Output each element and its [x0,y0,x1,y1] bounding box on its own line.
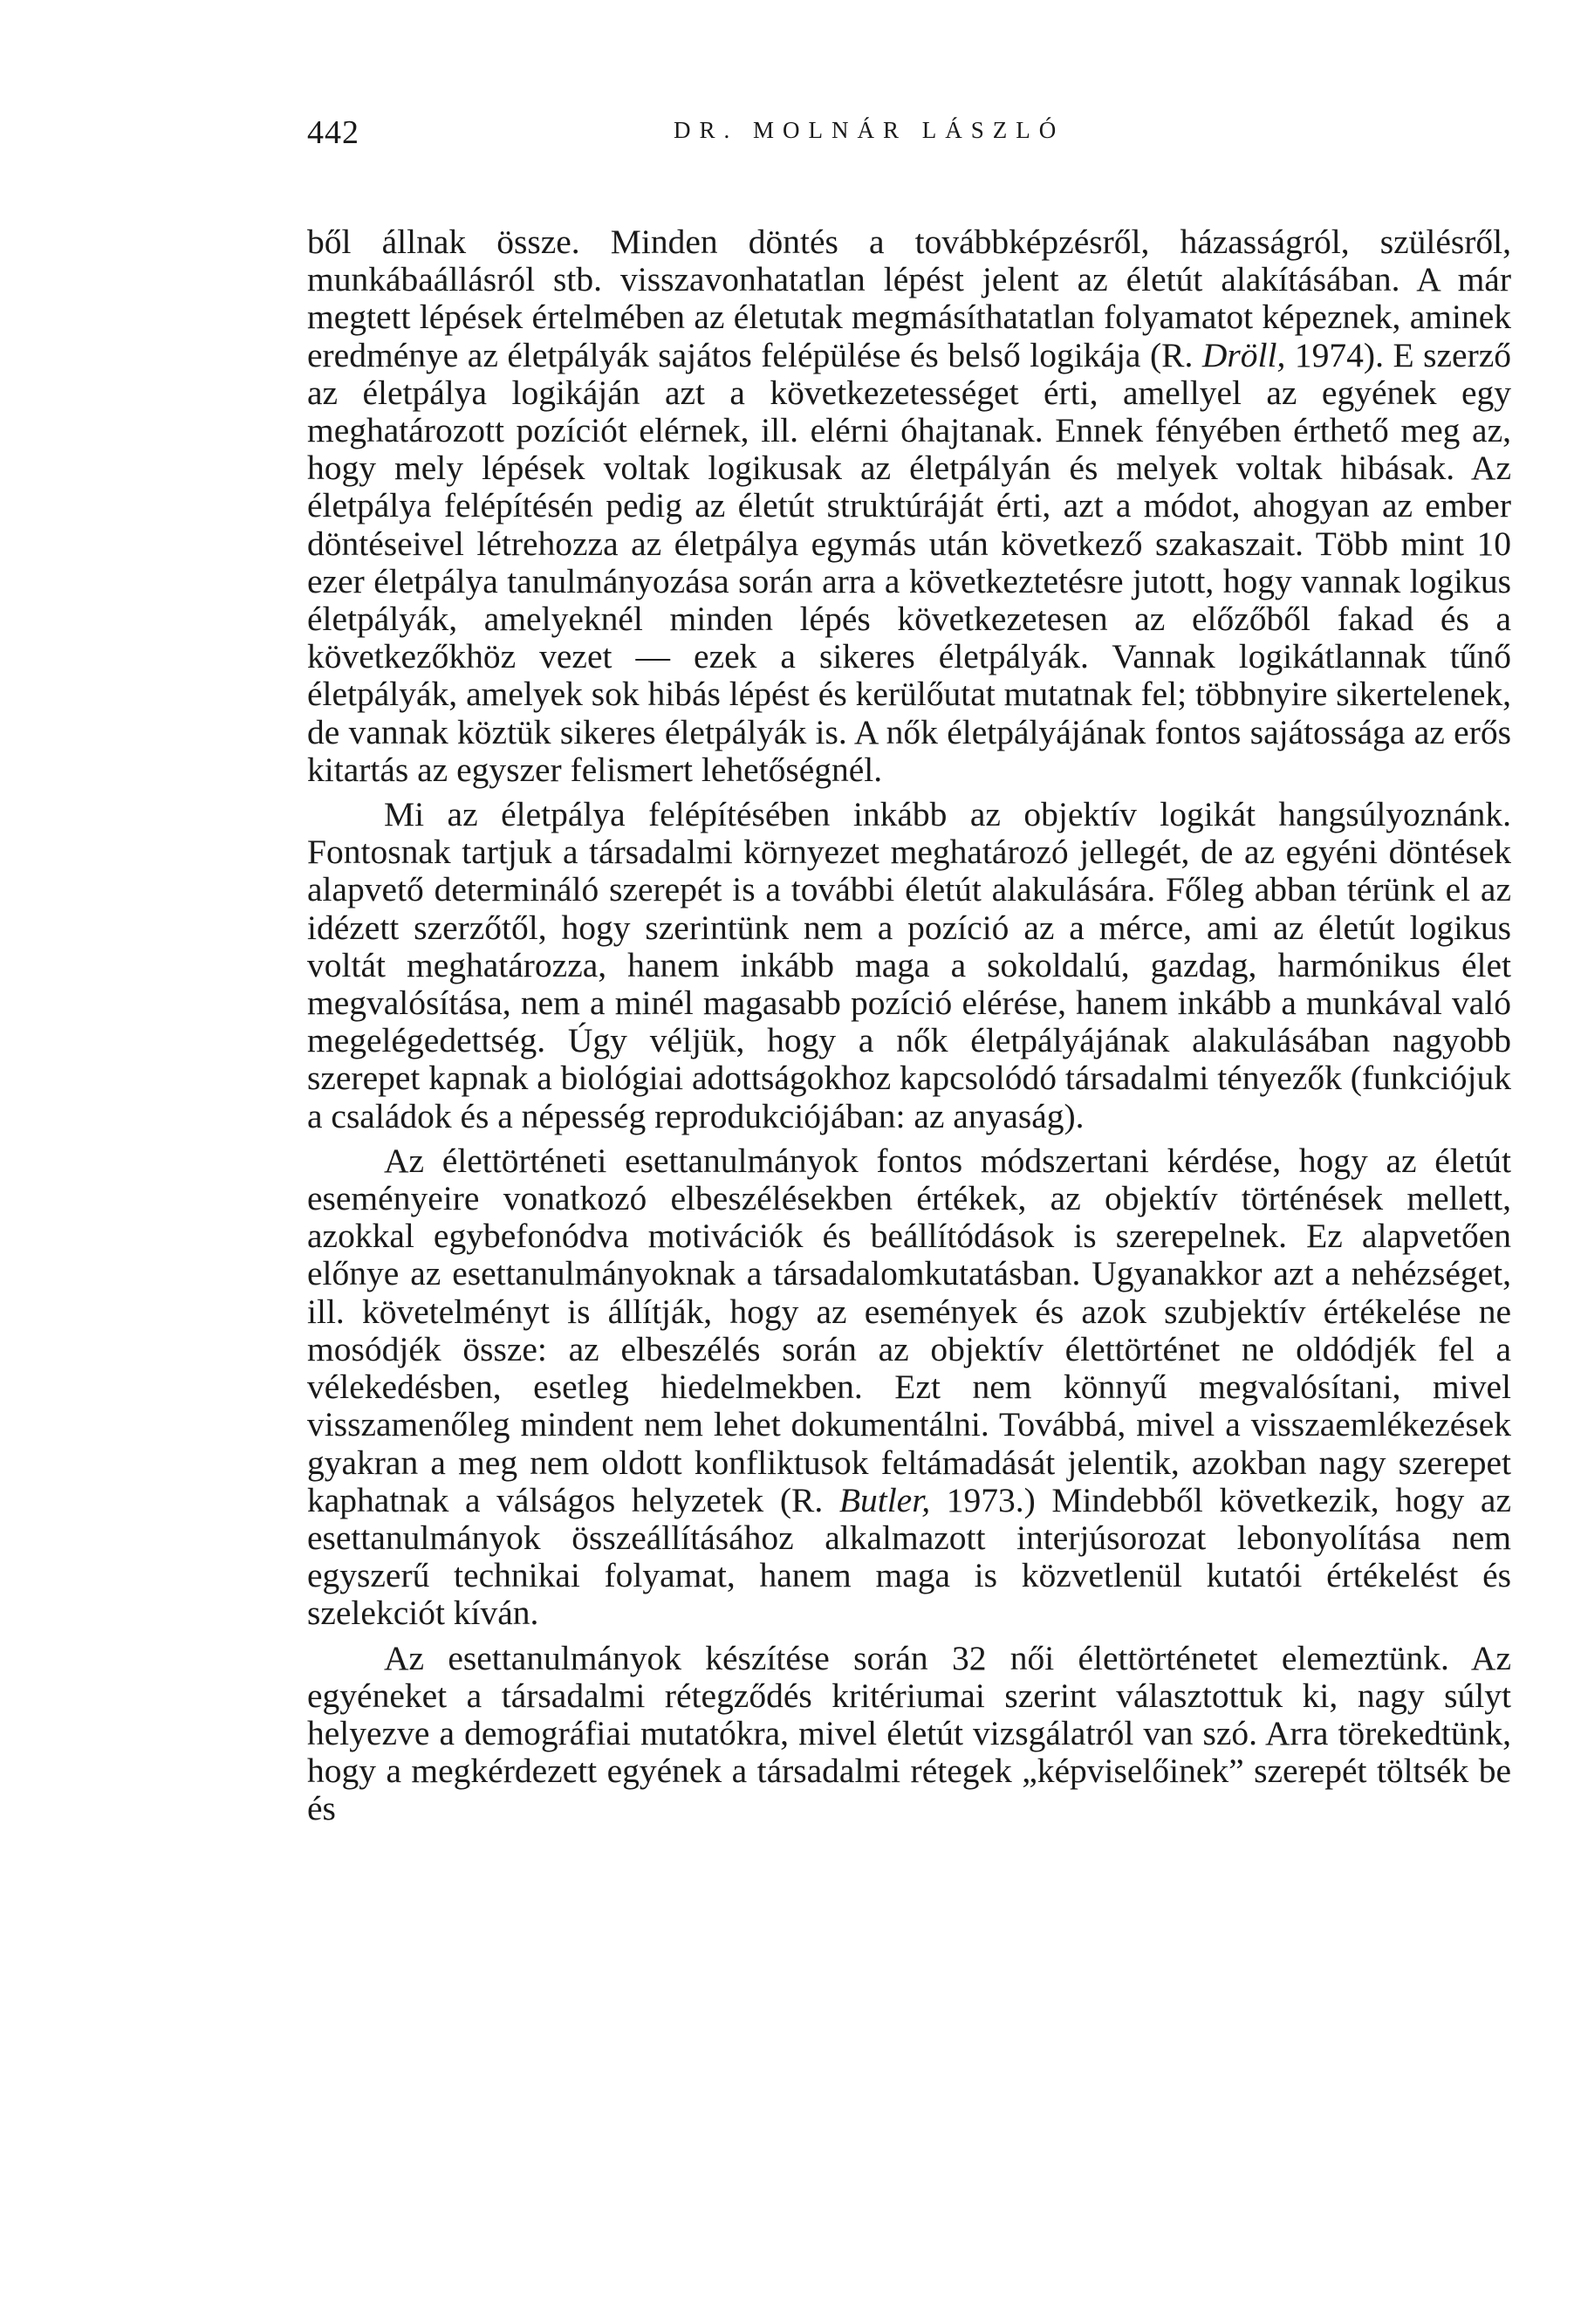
body-text [307,223,1511,1835]
paragraph [307,1142,1511,1633]
paragraph [307,1640,1511,1828]
text-run: 1974). E szerző az életpálya logikáján azt a következetességet érti, amellyel az egyének egy meghatározott pozíciót elérnek, ill. elérni óhajtanak. Ennek fényében érthető meg az, hogy mely lépések voltak logikusak az életpályán és melyek voltak hibásak. Az életpálya felépítésén pedig az életút struktúráját érti, azt a módot, ahogyan az ember döntéseivel létrehozza az életpálya egymás után következő szakaszait. Több mint 10 ezer életpálya tanulmányozása során arra a következtetésre jutott, hogy vannak logikus életpályák, amelyeknél minden lépés következetesen az előzőből fakad és a következőkhöz vezet — ezek a sikeres életpályák. Vannak logikátlannak tűnő életpályák, amelyek sok hibás lépést és kerülőutat mutatnak fel; többnyire sikertelenek, de vannak köztük sikeres életpályák is. A nők életpályájának fontos sajátossága az erős kitartás az egyszer felismert lehetőségnél. [307,335,1512,789]
running-head [307,113,1511,166]
text-run: 1973.) Mindebből következik, hogy az esettanulmányok összeállításához alkalmazott interjúsorozat lebonyolítása nem egyszerű technikai folyamat, hanem maga is közvetlenül kutatói értékelést és szelekciót kíván. [307,1480,1511,1633]
author-citation: Dröll, [1201,335,1286,374]
paragraph [307,796,1511,1135]
paragraph [307,223,1511,789]
text-run: Mi az életpálya felépítésében inkább az objektív logikát hangsúlyoznánk. Fontosnak tartjuk a társadalmi környezet meghatározó jellegét, de az egyéni döntések alapvető determináló szerepét is a további életút alakulására. Főleg abban térünk el az idézett szerzőtől, hogy szerintünk nem a pozíció az a mérce, ami az életút logikus voltát meghatározza, hanem inkább maga a sokoldalú, gazdag, harmónikus élet megvalósítása, nem a minél magasabb pozíció elérése, hanem inkább a munkával való megelégedettség. Úgy véljük, hogy a nők életpályájának alakulásában nagyobb szerepet kapnak a biológiai adottságokhoz kapcsolódó társadalmi tényezők (funkciójuk a családok és a népesség reprodukciójában: az anyaság). [307,795,1511,1135]
running-title: DR. MOLNÁR LÁSZLÓ [674,117,1065,143]
text-run: Az esettanulmányok készítése során 32 női élettörténetet elemeztünk. Az egyéneket a társadalmi rétegződés kritériumai szerint választottuk ki, nagy súlyt helyezve a demográfiai mutatókra, mivel életút vizsgálatról van szó. Arra törekedtünk, hogy a megkérdezett egyének a társadalmi rétegek „képviselőinek” szerepét töltsék be és [307,1638,1511,1828]
text-run: ből állnak össze. Minden döntés a továbbképzésről, házasságról, szülésről, munkábaállásról stb. visszavonhatatlan lépést jelent az életút alakításában. A már megtett lépések értelmében az életutak megmásíthatatlan folyamatot képeznek, aminek eredménye az életpályák sajátos felépülése és belső logikája (R. [307,223,1511,374]
author-citation: Butler, [838,1480,931,1519]
page-number: 442 [307,114,359,151]
text-run: Az élettörténeti esettanulmányok fontos módszertani kérdése, hogy az életút eseményeire vonatkozó elbeszélésekben értékek, az objektív történések mellett, azokkal egybefonódva motivációk és beállítódások is szerepelnek. Ez alapvetően előnye az esettanulmányoknak a társadalomkutatásban. Ugyanakkor azt a nehézséget, ill. követelményt is állítják, hogy az események és azok szubjektív értékelése ne mosódjék össze: az elbeszélés során az objektív élettörténet ne oldódjék fel a vélekedésben, esetleg hiedelmekben. Ezt nem könnyű megvalósítani, mivel visszamenőleg mindent nem lehet dokumentálni. Továbbá, mivel a visszaemlékezések gyakran a meg nem oldott konfliktusok feltámadását jelentik, azokban nagy szerepet kaphatnak a válságos helyzetek (R. [307,1141,1511,1519]
